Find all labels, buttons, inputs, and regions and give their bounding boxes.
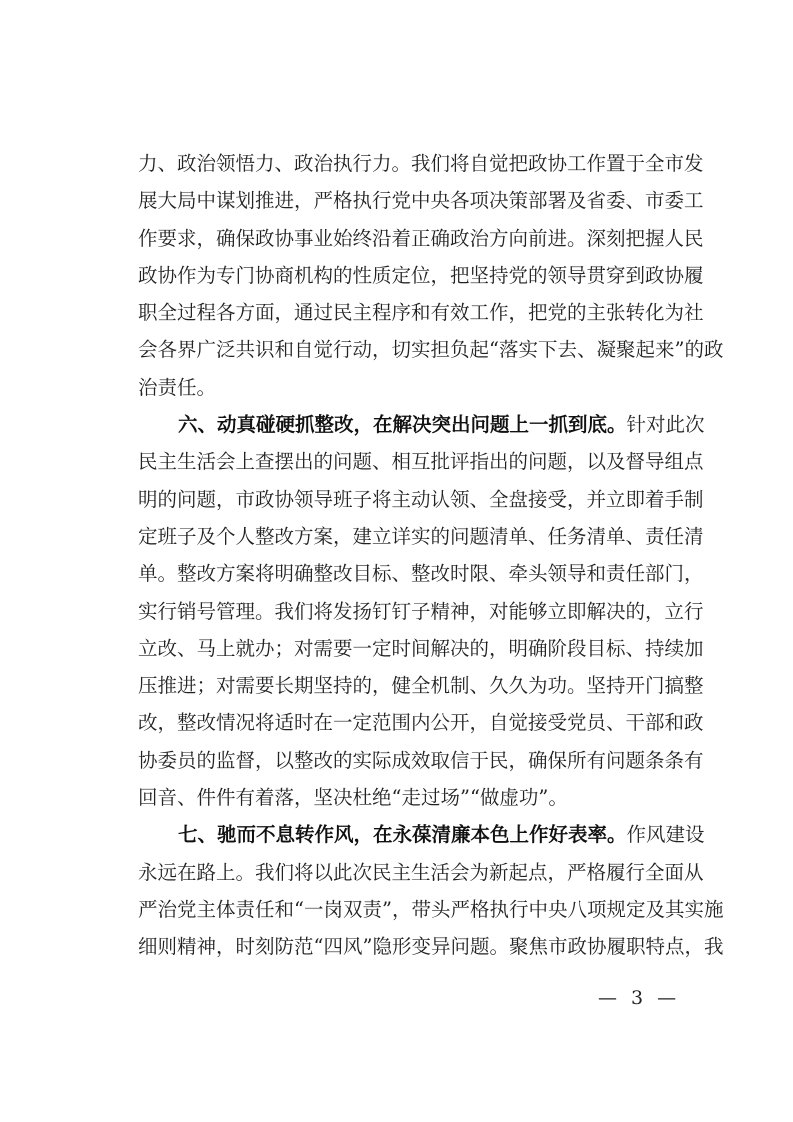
paragraph-1 <box>138 145 724 406</box>
section-heading-7: 七、驰而不息转作风，在永葆清廉本色上作好表率。 <box>178 823 627 847</box>
text-line: 单。整改方案将明确整改目标、整改时限、牵头领导和责任部门， <box>138 562 704 586</box>
text-line: 回音、件件有着落，坚决杜绝“走过场”“做虚功”。 <box>138 786 568 810</box>
section-heading-6: 六、动真碰硬抓整改，在解决突出问题上一抓到底。 <box>178 413 627 437</box>
page-number: — 3 — <box>598 987 681 1009</box>
text-line: 严治党主体责任和“一岗双责”，带头严格执行中央八项规定及其实施 <box>138 897 724 921</box>
text-line: 会各界广泛共识和自觉行动，切实担负起“落实下去、凝聚起来”的政 <box>138 338 724 362</box>
text-line: 民主生活会上查摆出的问题、相互批评指出的问题，以及督导组点 <box>138 450 704 474</box>
text-line: 改，整改情况将适时在一定范围内公开，自觉接受党员、干部和政 <box>138 711 704 735</box>
document-body <box>138 145 724 966</box>
text-line: 治责任。 <box>138 375 217 399</box>
text-line: 永远在路上。我们将以此次民主生活会为新起点，严格履行全面从 <box>138 860 704 884</box>
text-line: 政协作为专门协商机构的性质定位，把坚持党的领导贯穿到政协履 <box>138 263 704 287</box>
text-line: 定班子及个人整改方案，建立详实的问题清单、任务清单、责任清 <box>138 524 704 548</box>
text-line: 明的问题，市政协领导班子将主动认领、全盘接受，并立即着手制 <box>138 487 704 511</box>
text-line: 展大局中谋划推进，严格执行党中央各项决策部署及省委、市委工 <box>138 189 704 213</box>
text-line: 实行销号管理。我们将发扬钉钉子精神，对能够立即解决的，立行 <box>138 599 704 623</box>
text-line: 立改、马上就办；对需要一定时间解决的，明确阶段目标、持续加 <box>138 636 704 660</box>
text-line: 压推进；对需要长期坚持的，健全机制、久久为功。坚持开门搞整 <box>138 674 704 698</box>
text-line: 协委员的监督，以整改的实际成效取信于民，确保所有问题条条有 <box>138 748 704 772</box>
text-line: 细则精神，时刻防范“四风”隐形变异问题。聚焦市政协履职特点，我 <box>138 935 724 959</box>
text-run: 针对此次 <box>626 413 705 437</box>
heading-line <box>138 816 705 853</box>
text-run: 作风建设 <box>626 823 705 847</box>
heading-line <box>138 406 705 443</box>
paragraph-6 <box>138 406 705 816</box>
text-line: 作要求，确保政协事业始终沿着正确政治方向前进。深刻把握人民 <box>138 226 704 250</box>
text-line: 力、政治领悟力、政治执行力。我们将自觉把政协工作置于全市发 <box>138 152 704 175</box>
paragraph-7 <box>138 816 724 965</box>
text-line: 职全过程各方面，通过民主程序和有效工作，把党的主张转化为社 <box>138 301 704 325</box>
